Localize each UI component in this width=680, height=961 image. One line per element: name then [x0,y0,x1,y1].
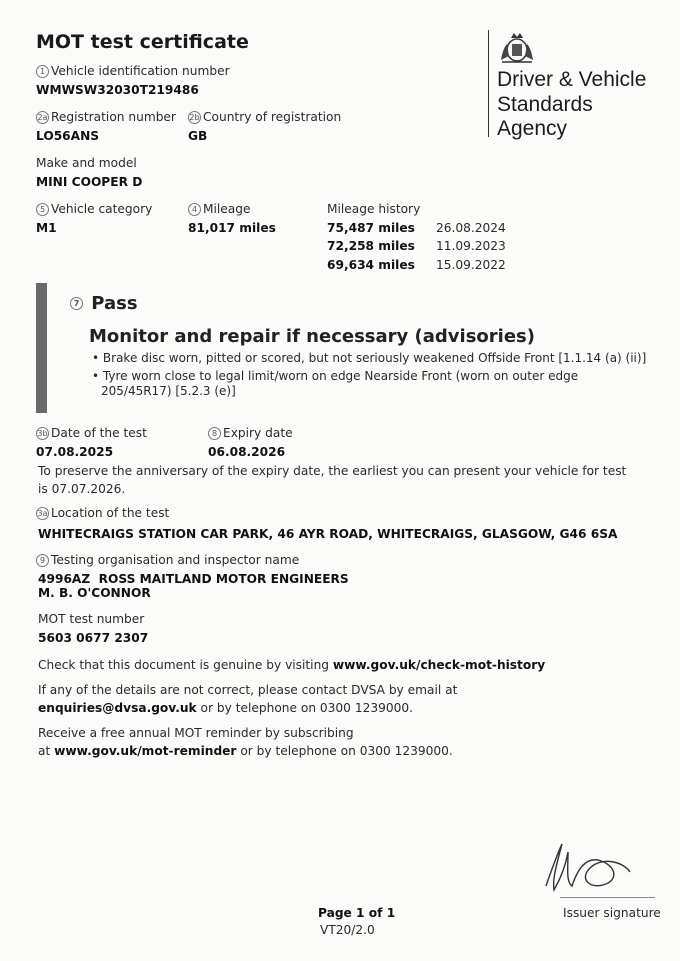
test-number-value: 5603 0677 2307 [38,631,149,645]
advisory-item: • Tyre worn close to legal limit/worn on edge Nearside Front (worn on outer edge 205/45R17) [5.2.3 (e)] [92,369,579,398]
signature-line [560,897,655,898]
country-value: GB [188,129,208,143]
expiry-value: 06.08.2026 [208,445,286,459]
category-label: 5 Vehicle category [36,202,152,216]
advisories-heading: Monitor and repair if necessary (advisories) [89,326,535,347]
registration-label: 2a Registration number [37,110,176,124]
history-miles: 72,258 miles [327,239,415,253]
expiry-label: 8 Expiry date [208,426,293,440]
inspector-name: M. B. O'CONNOR [38,586,151,600]
location-label: 3a Location of the test [37,506,170,520]
history-miles: 69,634 miles [327,258,415,272]
test-date-value: 07.08.2025 [36,445,114,459]
history-date: 26.08.2024 [436,221,506,235]
form-code: VT20/2.0 [320,923,375,937]
registration-value: LO56ANS [36,129,100,143]
anniversary-note: To preserve the anniversary of the expiry date, the earliest you can present your vehicle for test is 07.07.2026. [38,464,627,496]
page-number: Page 1 of 1 [318,906,396,920]
royal-crest-icon [497,30,537,64]
mot-reminder-link[interactable]: www.gov.uk/mot-reminder [54,743,237,758]
vin-value: WMWSW32030T219486 [36,83,199,97]
location-value: WHITECRAIGS STATION CAR PARK, 46 AYR ROAD, WHITECRAIGS, GLASGOW, G46 6SA [38,527,618,541]
page-title: MOT test certificate [36,31,249,53]
agency-divider [488,30,489,137]
organisation-label: 9 Testing organisation and inspector name [36,553,299,567]
signature-mark [528,838,638,902]
vin-label: 1 Vehicle identification number [36,64,230,78]
dvsa-email-link[interactable]: enquiries@dvsa.gov.uk [38,700,197,715]
contact-info: If any of the details are not correct, please contact DVSA by email at enquiries@dvsa.gov.uk or by telephone on 0300 1239000. [38,683,458,715]
genuine-check: Check that this document is genuine by visiting www.gov.uk/check-mot-history [38,658,546,672]
history-miles: 75,487 miles [327,221,415,235]
mileage-history-label: Mileage history [327,202,421,216]
advisory-list [91,351,651,402]
test-number-label: MOT test number [38,612,145,626]
agency-name: Driver & Vehicle Standards Agency [497,68,647,140]
make-label: Make and model [36,156,137,170]
history-date: 11.09.2023 [436,239,506,253]
result-status: 7 Pass [70,293,138,314]
signature-label: Issuer signature [563,906,661,920]
check-mot-link[interactable]: www.gov.uk/check-mot-history [332,658,546,672]
mileage-label: 4 Mileage [188,202,251,216]
country-label: 2b Country of registration [189,110,342,124]
category-value: M1 [36,221,57,235]
test-date-label: 3b Date of the test [37,426,147,440]
result-bar [36,283,47,413]
history-date: 15.09.2022 [436,258,506,272]
organisation-name: 4996AZ ROSS MAITLAND MOTOR ENGINEERS [38,572,349,586]
make-value: MINI COOPER D [36,175,143,189]
mileage-value: 81,017 miles [188,221,276,235]
reminder-info: Receive a free annual MOT reminder by subscribing at www.gov.uk/mot-reminder or by telephone on 0300 1239000. [38,726,453,758]
advisory-item: • Brake disc worn, pitted or scored, but not seriously weakened Offside Front [1.1.14 (a) (ii)] [92,351,647,365]
